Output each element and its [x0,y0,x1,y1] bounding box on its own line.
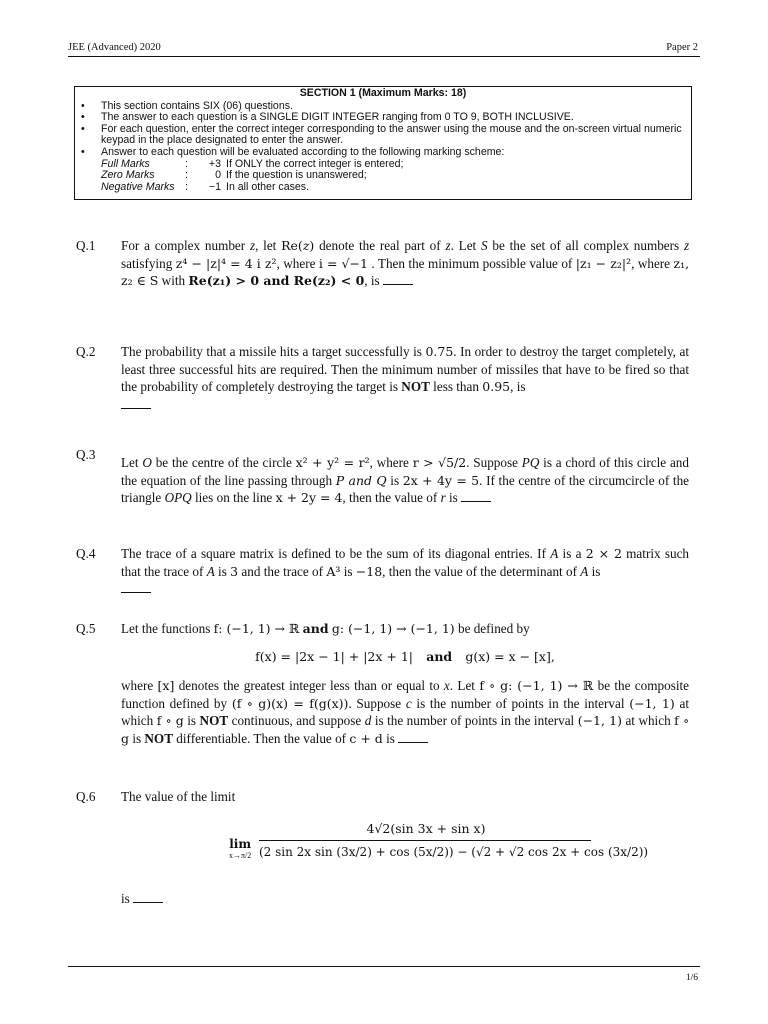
question-text: For a complex number z, let Re(z) denote the real part of z. Let S be the set of all complex numbers z satisfying z⁴ − |z|⁴ = 4 i z², where i = √−1 . Then the minimum possible value of |z₁ − z₂|², where z₁, z₂ ∈ S with Re(z₁) > 0 and Re(z₂) < 0, is [121,238,690,288]
question-text: The value of the limit lim x→π/2 4√2(sin 3x + sin x) (2 sin 2x sin (3x/2) + cos (5x/2)) − (√2 + √2 cos 2x + cos (3x/2)) is [121,788,689,907]
header-right: Paper 2 [666,42,698,53]
question-text: The trace of a square matrix is defined to be the sum of its diagonal entries. If A is a 2 × 2 matrix such that the trace of A is 3 and the trace of A³ is −18, then the value of the determinant of A is [121,545,689,598]
section-title: SECTION 1 (Maximum Marks: 18) [299,87,467,99]
question-number: Q.5 [76,621,96,636]
question-number: Q.6 [76,789,96,804]
answer-blank [383,274,413,285]
limit-operator: lim x→π/2 [229,836,252,860]
answer-line: is [121,890,689,908]
limit-expression [121,820,689,884]
header-left: JEE (Advanced) 2020 [68,42,161,53]
limit-denominator: (2 sin 2x sin (3x/2) + cos (5x/2)) − (√2 + √2 cos 2x + cos (3x/2)) [259,844,649,859]
question-text: Let O be the centre of the circle x² + y² = r², where r > √5/2. Suppose PQ is a chord of this circle and the equation of the line passing through P and Q is 2x + 4y = 5. If the centre of the circumcircle of the triangle OPQ lies on the line x + 2y = 4, then the value of r is [121,455,690,505]
fraction-bar [259,840,591,841]
answer-blank [398,732,428,743]
instruction-item: • This section contains SIX (06) questions. [81,99,293,112]
answer-blank [121,398,151,409]
answer-blank [133,892,163,903]
question-number: Q.3 [76,447,96,462]
scheme-row-negative: Negative Marks : −1 In all other cases. [101,180,310,193]
instructions-box [74,86,692,200]
instruction-item: • For each question, enter the correct integer corresponding to the answer using the mouse and the on-screen virtual numeric keypad in the place designated to enter the answer. [81,122,682,147]
limit-numerator: 4√2(sin 3x + sin x) [366,820,486,836]
header-rule [68,56,700,57]
scheme-row-full: Full Marks : +3 If ONLY the correct integer is entered; [101,157,404,170]
footer-rule [68,966,700,967]
question-text: The probability that a missile hits a target successfully is 0.75. In order to destroy the target completely, at least three successful hits are required. Then the minimum number of missiles that have to be fired so that the probability of completely destroying the target is NOT less than 0.95, is [121,343,689,413]
question-number: Q.1 [76,238,96,253]
page-number: 1/6 [685,973,698,983]
scheme-row-zero: Zero Marks : 0 If the question is unanswered; [101,169,367,182]
function-definitions: f(x) = |2x − 1| + |2x + 1| and g(x) = x − [x], [255,648,555,664]
instruction-list [75,101,691,159]
instruction-item: • The answer to each question is a SINGLE DIGIT INTEGER ranging from 0 TO 9, BOTH INCLUSIVE. [81,111,574,124]
question-text: Let the functions f: (−1, 1) → ℝ and g: (−1, 1) → (−1, 1) be defined by f(x) = |2x − 1| + |2x + 1| and g(x) = x − [x], where [x] denotes the greatest integer less than or equal to x. Let f ∘ g: (−1, 1) → ℝ be the composite function defined by (f ∘ g)(x) = f(g(x)). Suppose c is the number of points in the interval (−1, 1) at which f ∘ g is NOT continuous, and suppose d is the number of points in the interval (−1, 1) at which f ∘ g is NOT differentiable. Then the value of c + d is [121,621,690,746]
question-number: Q.4 [76,546,96,561]
answer-blank [461,491,491,502]
answer-blank [121,582,151,593]
question-number: Q.2 [76,344,96,359]
instruction-item: • Answer to each question will be evaluated according to the following marking scheme: [81,145,505,158]
